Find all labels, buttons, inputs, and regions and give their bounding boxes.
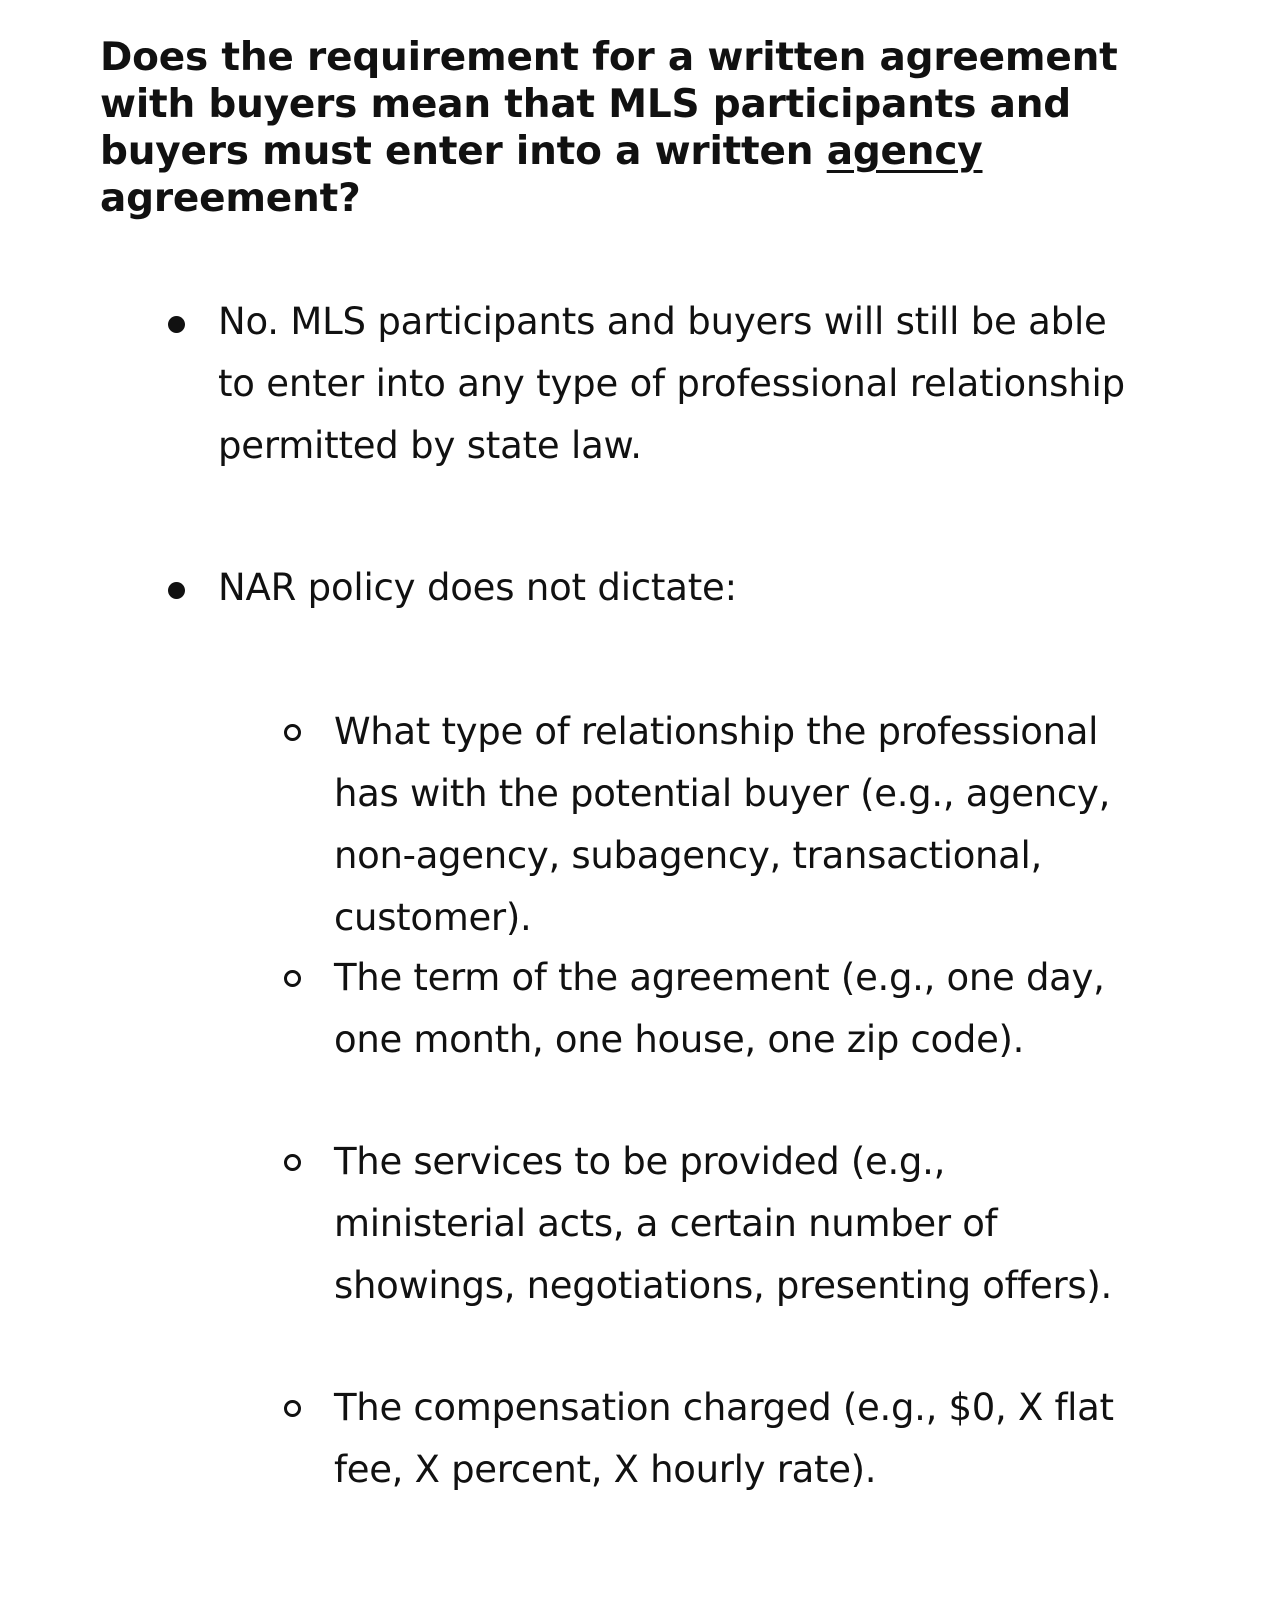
- sub-bullet-circle-icon: [284, 1154, 301, 1171]
- heading-text-start: Does the requirement for a written agreement with buyers mean that MLS participants and buyers must enter into a written: [100, 35, 1118, 174]
- bullet-item-answer: No. MLS participants and buyers will still be able to enter into any type of professional relationship permitted by state law.: [218, 300, 1125, 467]
- heading-underlined-word: agency: [826, 129, 983, 174]
- heading-text-end: agreement?: [100, 176, 361, 221]
- bullet-item-policy: NAR policy does not dictate:: [218, 566, 737, 609]
- bullet-dot-icon: [168, 582, 185, 599]
- question-heading: [100, 34, 1180, 222]
- sub-bullet-circle-icon: [284, 970, 301, 987]
- sub-bullet-services: The services to be provided (e.g., ministerial acts, a certain number of showings, negotiations, presenting offers).: [334, 1140, 1112, 1307]
- sub-bullet-circle-icon: [284, 1400, 301, 1417]
- bullet-dot-icon: [168, 316, 185, 333]
- sub-bullet-compensation: The compensation charged (e.g., $0, X flat fee, X percent, X hourly rate).: [334, 1386, 1114, 1491]
- sub-bullet-term: The term of the agreement (e.g., one day, one month, one house, one zip code).: [334, 956, 1105, 1061]
- sub-bullet-relationship: What type of relationship the professional has with the potential buyer (e.g., agency, non-agency, subagency, transactional, customer).: [334, 710, 1111, 939]
- sub-bullet-circle-icon: [284, 724, 301, 741]
